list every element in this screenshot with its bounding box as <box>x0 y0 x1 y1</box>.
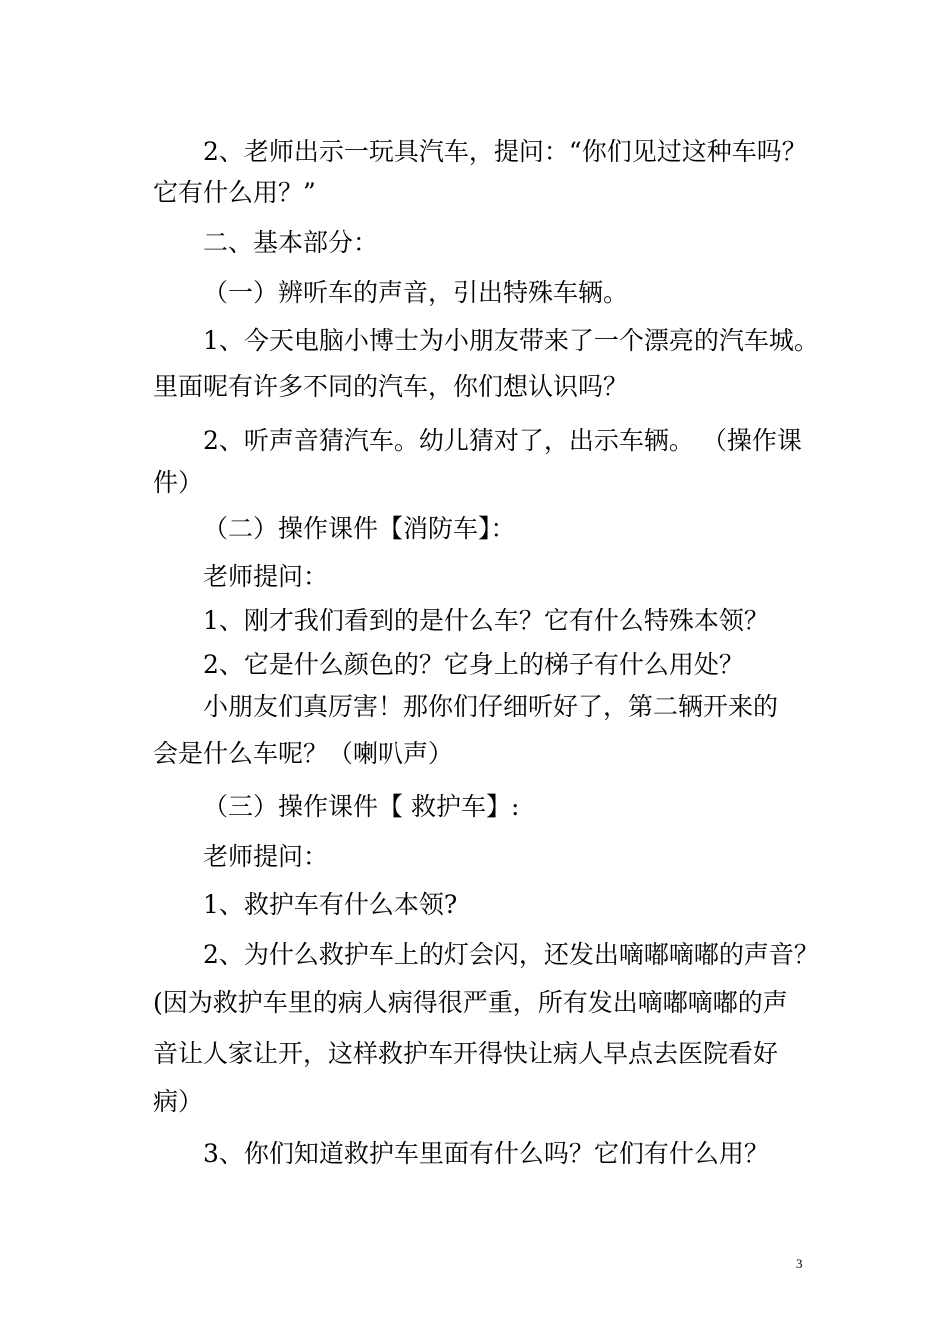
text-line: 老师提问： <box>203 562 329 591</box>
text-line: 2、它是什么颜色的？它身上的梯子有什么用处？ <box>203 650 744 679</box>
subsection-heading: （二）操作课件【消防车】： <box>203 514 516 543</box>
subsection-heading: （一）辨听车的声音，引出特殊车辆。 <box>203 278 629 307</box>
text-line: 2、老师出示一玩具汽车，提问：“你们见过这种车吗？ <box>203 137 807 166</box>
text-line: 小朋友们真厉害！那你们仔细听好了，第二辆开来的 <box>203 692 779 721</box>
text-line: 1、救护车有什么本领? <box>203 890 458 919</box>
text-line: 病） <box>153 1087 204 1116</box>
text-line: 音让人家让开，这样救护车开得快让病人早点去医院看好 <box>153 1039 779 1068</box>
text-line: (因为救护车里的病人病得很严重，所有发出嘀嘟嘀嘟的声 <box>153 988 788 1017</box>
text-line: 1、刚才我们看到的是什么车？它有什么特殊本领？ <box>203 606 769 635</box>
subsection-heading: （三）操作课件【 救护车】: <box>203 792 520 821</box>
page-number: 3 <box>796 1256 803 1271</box>
text-line: 里面呢有许多不同的汽车，你们想认识吗？ <box>153 372 629 401</box>
text-line: 2、为什么救护车上的灯会闪，还发出嘀嘟嘀嘟的声音？ <box>203 940 819 969</box>
text-line: 老师提问： <box>203 842 329 871</box>
text-line: 3、你们知道救护车里面有什么吗？它们有什么用？ <box>203 1139 769 1168</box>
text-line: 2、听声音猜汽车。幼儿猜对了，出示车辆。 （操作课 <box>203 426 802 455</box>
text-line: 它有什么用？” <box>153 178 316 207</box>
text-line: 件） <box>153 468 204 497</box>
section-heading: 二、基本部分： <box>203 228 379 257</box>
text-line: 1、今天电脑小博士为小朋友带来了一个漂亮的汽车城。 <box>203 326 819 355</box>
text-line: 会是什么车呢？（喇叭声） <box>153 739 454 768</box>
